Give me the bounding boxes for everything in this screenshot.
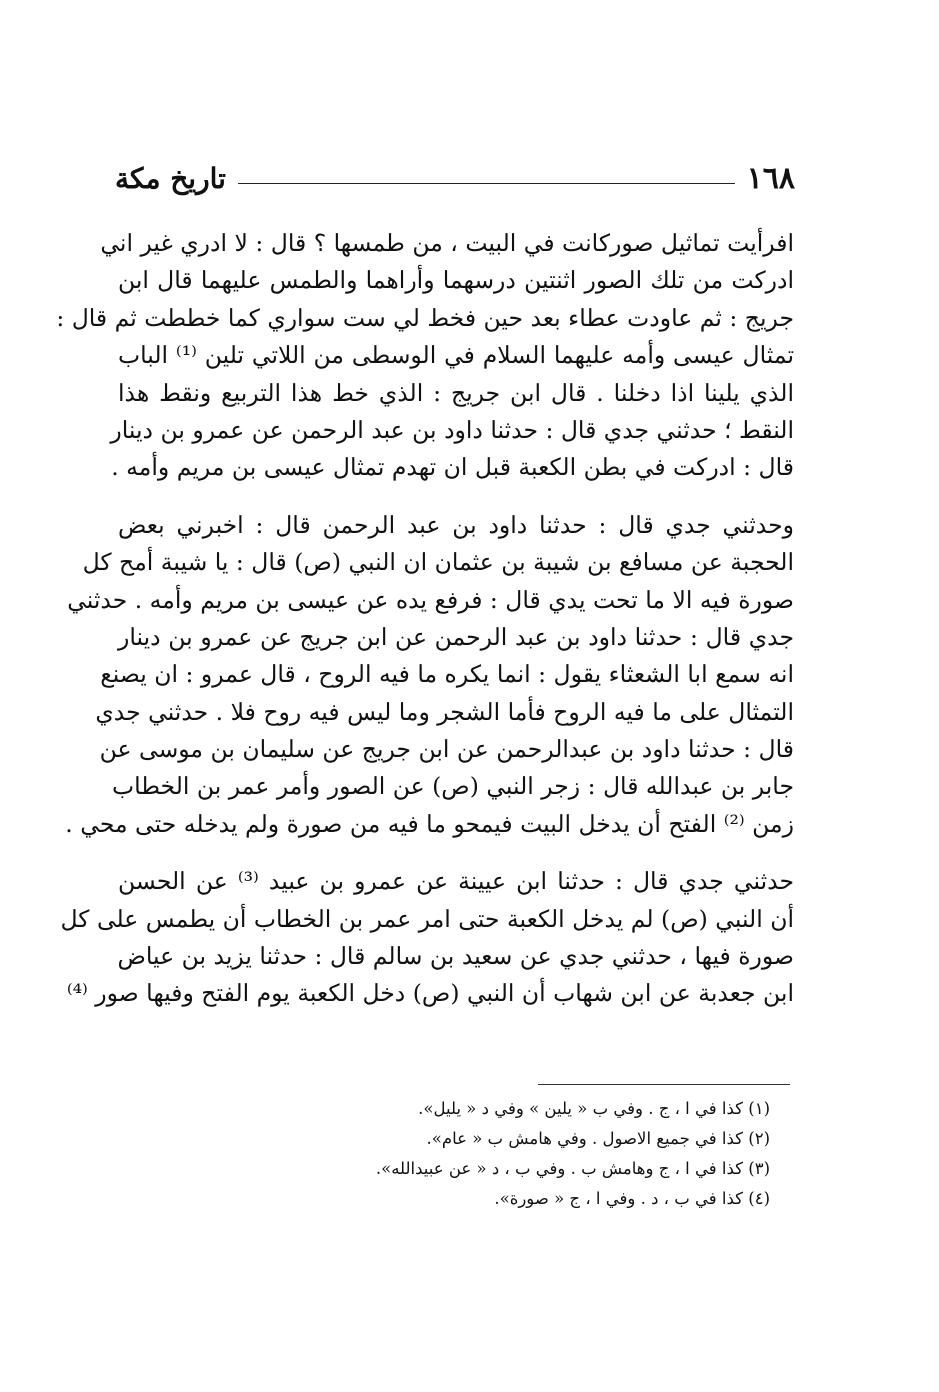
footnote: (٣) كذا في ا ، ج وهامش ب . وفي ب ، د « عن عبيدالله».	[375, 1159, 770, 1178]
footnote: (٢) كذا في جميع الاصول . وفي هامش ب « عام».	[426, 1129, 770, 1148]
text-line: تمثال عيسى وأمه عليهما السلام في الوسطى من اللاتي تلين ⁽¹⁾ الباب	[118, 341, 795, 370]
footnote: (٤) كذا في ب ، د . وفي ا ، ج « صورة».	[494, 1189, 770, 1208]
text-line: قال : حدثنا داود بن عبدالرحمن عن ابن جريج عن سليمان بن موسى عن	[99, 735, 794, 764]
body-text	[56, 225, 795, 1033]
text-line: صورة فيها ، حدثني جدي عن سعيد بن سالم قال : حدثنا يزيد بن عياض	[117, 942, 794, 971]
paragraph	[60, 863, 794, 1013]
text-line: التمثال على ما فيه الروح فأما الشجر وما ليس فيه روح فلا . حدثني جدي	[95, 697, 794, 726]
header-rule	[238, 183, 735, 184]
text-line: وحدثني جدي قال : حدثنا داود بن عبد الرحمن قال : اخبرني بعض	[118, 510, 794, 539]
text-line: النقط ؛ حدثني جدي قال : حدثنا داود بن عبد الرحمن عن عمرو بن دينار	[110, 415, 794, 444]
text-line: الحجبة عن مسافع بن شيبة بن عثمان ان النبي (ص) قال : يا شيبة أمح كل	[82, 548, 794, 577]
page-number: ١٦٨	[746, 160, 795, 196]
text-line: الذي يلينا اذا دخلنا . قال ابن جريج : الذي خط هذا التربيع ونقط هذا	[118, 378, 794, 407]
text-line: أن النبي (ص) لم يدخل الكعبة حتى امر عمر بن الخطاب أن يطمس على كل	[60, 904, 794, 933]
page-header	[115, 156, 795, 200]
text-line: ابن جعدبة عن ابن شهاب أن النبي (ص) دخل الكعبة يوم الفتح وفيها صور ⁽⁴⁾	[66, 979, 794, 1008]
text-line: زمن ⁽²⁾ الفتح أن يدخل البيت فيمحو ما فيه من صورة ولم يدخله حتى محي .	[65, 809, 794, 838]
text-line: حدثني جدي قال : حدثنا ابن عيينة عن عمرو بن عبيد ⁽³⁾ عن الحسن	[118, 867, 794, 896]
text-line: افرأيت تماثيل صوركانت في البيت ، من طمسها ؟ قال : لا ادري غير اني	[100, 229, 794, 257]
text-line: جدي قال : حدثنا داود بن عبد الرحمن عن ابن جريج عن عمرو بن دينار	[118, 622, 794, 651]
text-line: قال : ادركت في بطن الكعبة قبل ان تهدم تمثال عيسى بن مريم وأمه .	[111, 453, 794, 482]
text-line: جابر بن عبدالله قال : زجر النبي (ص) عن الصور وأمر عمر بن الخطاب	[111, 772, 794, 801]
paragraph	[65, 507, 794, 844]
text-line: ادركت من تلك الصور اثنتين درسهما وأراهما والطمس عليهما قال ابن	[118, 266, 794, 295]
footnote-rule	[538, 1084, 790, 1085]
text-line: انه سمع ابا الشعثاء يقول : انما يكره ما فيه الروح ، قال عمرو : ان يصنع	[100, 660, 794, 689]
text-line: صورة فيه الا ما تحت يدي قال : فرفع يده عن عيسى بن مريم وأمه . حدثني	[67, 585, 794, 614]
footnotes	[300, 1094, 770, 1214]
footnote: (١) كذا في ا ، ج . وفي ب « يلين » وفي د « يليل».	[418, 1099, 770, 1118]
text-line: جريج : ثم عاودت عطاء بعد حين فخط لي ست سواري كما خططت ثم قال :	[56, 303, 794, 332]
running-title: تاريخ مكة	[115, 161, 226, 195]
paragraph	[56, 225, 795, 487]
